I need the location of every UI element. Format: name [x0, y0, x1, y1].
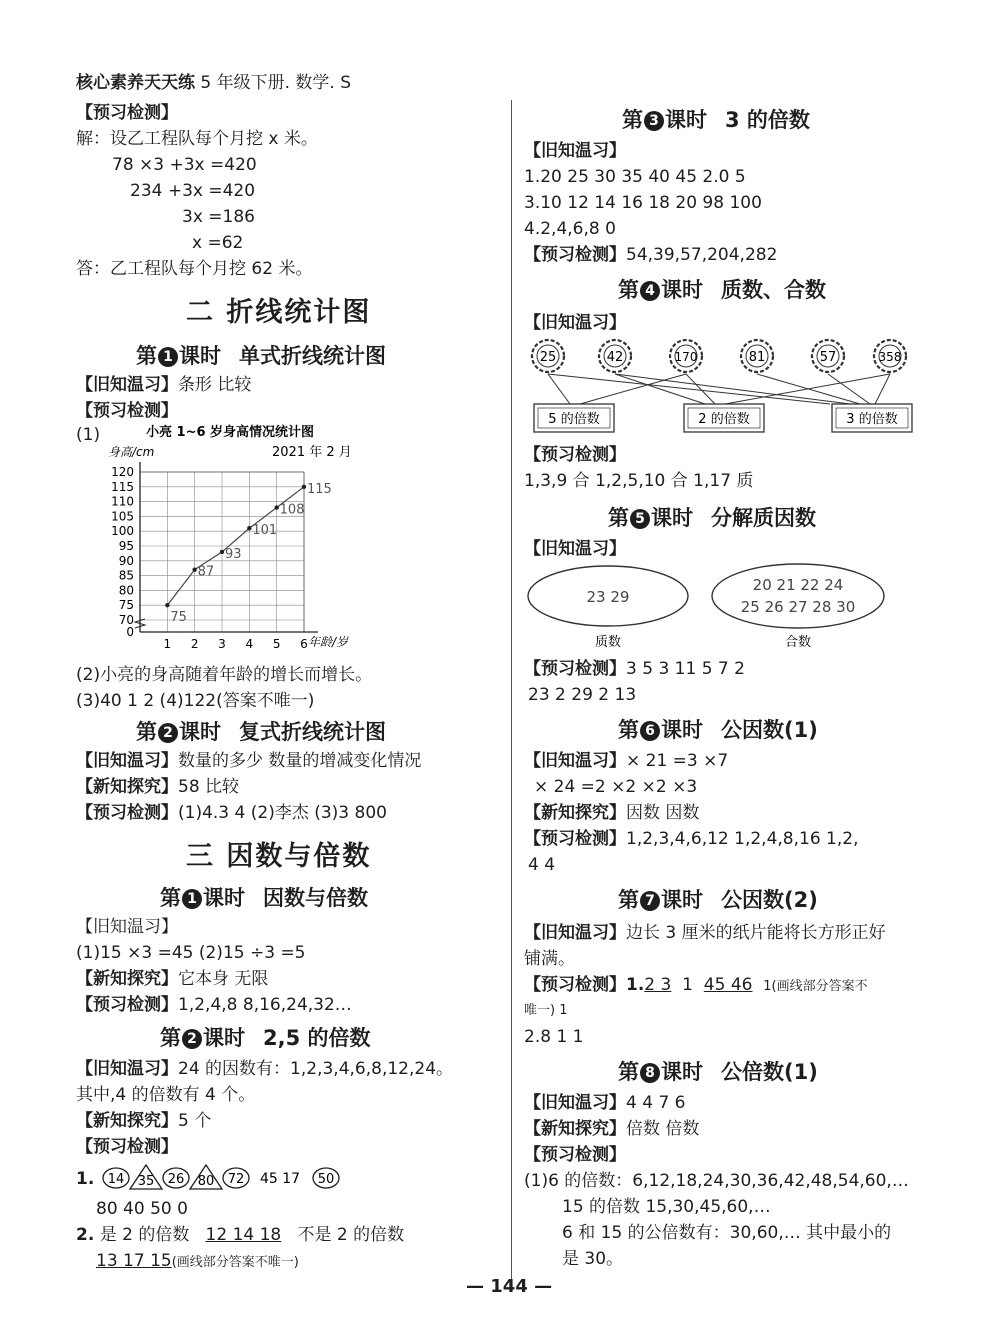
book-header [76, 72, 351, 94]
svg-text:72: 72 [227, 1172, 244, 1187]
lesson-title: 第 7 课时 公因数(2) [618, 888, 818, 912]
answer-line: 13 17 15(画线部分答案不唯一) [96, 1251, 299, 1271]
new-knowledge-line: 【新知探究】倍数 倍数 [524, 1119, 700, 1139]
data-point [220, 550, 224, 554]
lesson-number: 2 [158, 723, 178, 743]
answer-line: (3)40 1 2 (4)122(答案不唯一) [76, 691, 315, 711]
section-tag: 【预习检测】 [76, 1137, 178, 1157]
circled-number [163, 1168, 189, 1188]
lesson-number: 1 [182, 889, 202, 909]
review-line: 【旧知温习】24 的因数有：1,2,3,4,6,8,12,24。 [76, 1059, 454, 1079]
svg-text:57: 57 [819, 350, 837, 365]
data-label: 115 [307, 481, 332, 497]
composite-set: 20 21 22 24 [752, 576, 844, 594]
y-tick-label: 75 [118, 598, 134, 613]
prime-label: 质数 [594, 635, 622, 650]
preview-line: 1,3,9 合 1,2,5,10 合 1,17 质 [524, 471, 754, 491]
preview-line: 4 4 [528, 855, 556, 875]
answer-line: 80 40 50 0 [96, 1199, 188, 1219]
x-tick-label: 2 [190, 637, 199, 651]
lesson-number: 5 [630, 509, 650, 529]
prime-set: 23 29 [586, 588, 630, 606]
preview-line: 是 30。 [562, 1249, 624, 1269]
lesson-number: 7 [640, 891, 660, 911]
x-tick-label: 4 [245, 637, 254, 651]
x-tick-label: 6 [300, 637, 308, 651]
axis-break [135, 619, 145, 628]
y-tick-label: 70 [118, 613, 134, 627]
preview-line: 【预习检测】1.2 3 1 45 46 1(画线部分答案不 [524, 975, 868, 995]
flower-icon [741, 340, 773, 372]
category-box [534, 404, 614, 432]
review-line: 铺满。 [524, 949, 575, 969]
svg-text:5 的倍数: 5 的倍数 [548, 412, 600, 427]
new-knowledge-line: 【新知探究】58 比较 [76, 777, 240, 797]
review-line: × 24 =2 ×2 ×2 ×3 [534, 777, 698, 797]
solution-line: x =62 [192, 233, 244, 253]
preview-line: 【预习检测】3 5 3 11 5 7 2 [524, 659, 745, 679]
category-box [684, 404, 764, 432]
preview-line: 2.8 1 1 [524, 1027, 584, 1047]
svg-text:2 的倍数: 2 的倍数 [698, 412, 750, 427]
review-line: 1.20 25 30 35 40 45 2.0 5 [524, 167, 746, 187]
data-label: 75 [170, 610, 187, 626]
composite-set-ellipse [712, 564, 884, 628]
y-tick-label: 105 [111, 509, 134, 524]
svg-text:358: 358 [878, 350, 902, 364]
new-knowledge-line: 【新知探究】因数 因数 [524, 803, 700, 823]
chart-title: 小亮 1~6 岁身高情况统计图 [146, 425, 315, 440]
data-label: 108 [279, 502, 305, 518]
flower-icon [874, 340, 906, 372]
preview-line: 【预习检测】54,39,57,204,282 [524, 245, 778, 265]
lesson-title: 第 2 课时 2,5 的倍数 [160, 1026, 371, 1050]
y-tick-label: 85 [118, 568, 134, 583]
flower-icon [532, 340, 564, 372]
section-tag: 【预习检测】 [524, 1145, 626, 1165]
preview-line: 唯一) 1 [524, 1003, 568, 1018]
section-tag: 【预习检测】 [524, 445, 626, 465]
marked-numbers-row: 1. 14 35 26 80 72 45 17 50 [76, 1164, 350, 1192]
lesson-title: 第 5 课时 分解质因数 [608, 506, 816, 530]
solution-line: 234 +3x =420 [130, 181, 256, 201]
flower-icon [670, 340, 702, 372]
svg-text:35: 35 [137, 1174, 154, 1189]
new-knowledge-line: 【新知探究】5 个 [76, 1111, 212, 1131]
section-tag: 【旧知温习】 [524, 141, 626, 161]
svg-text:170: 170 [674, 350, 698, 364]
x-tick-label: 5 [272, 637, 281, 651]
y-tick-label: 95 [118, 539, 134, 553]
lesson-title: 第 2 课时 复式折线统计图 [136, 720, 386, 744]
lesson-number: 3 [644, 111, 664, 131]
lesson-number: 6 [640, 721, 660, 741]
preview-line: 15 的倍数 15,30,45,60,… [562, 1197, 771, 1217]
x-axis-label: 年龄/岁 [308, 635, 349, 649]
y-tick-label: 110 [111, 494, 134, 509]
section-tag: 【旧知温习】 [524, 539, 626, 559]
lesson-title: 第 4 课时 质数、合数 [618, 278, 826, 302]
circled-number [313, 1168, 339, 1188]
lesson-number: 1 [158, 347, 178, 367]
preview-line: (1)6 的倍数：6,12,18,24,30,36,42,48,54,60,… [524, 1171, 909, 1191]
x-tick-label: 3 [218, 637, 226, 651]
svg-text:3 的倍数: 3 的倍数 [846, 412, 898, 427]
grade-info: 5 年级下册. 数学. S [200, 73, 352, 93]
preview-line: 6 和 15 的公倍数有：30,60,… 其中最小的 [562, 1223, 892, 1243]
marked-numbers [100, 1164, 350, 1192]
data-point [302, 485, 306, 489]
review-line: 【旧知温习】× 21 =3 ×7 [524, 751, 729, 771]
lesson-number: 2 [182, 1029, 202, 1049]
chart-date: 2021 年 2 月 [272, 445, 352, 460]
review-line: 4.2,4,6,8 0 [524, 219, 616, 239]
matching-diagram [520, 334, 920, 444]
data-label: 101 [252, 523, 278, 539]
solution-line: 3x =186 [182, 207, 255, 227]
section-tag: 【预习检测】 [76, 103, 178, 123]
svg-text:14: 14 [107, 1172, 124, 1187]
svg-text:81: 81 [748, 350, 766, 365]
y-tick-label: 0 [126, 625, 134, 639]
set-diagram [524, 560, 904, 656]
data-label: 93 [225, 546, 242, 562]
answer-line: (2)小亮的身高随着年龄的增长而增长。 [76, 665, 373, 685]
new-knowledge-line: 【新知探究】它本身 无限 [76, 969, 269, 989]
review-line: 【旧知温习】边长 3 厘米的纸片能将长方形正好 [524, 923, 886, 943]
page-number: — 144 — [466, 1276, 553, 1297]
review-tag-line: 【旧知温习】 [76, 917, 178, 937]
answer-line: 2. 是 2 的倍数 12 14 18 不是 2 的倍数 [76, 1225, 405, 1245]
circled-number [103, 1168, 129, 1188]
unit-title: 三 因数与倍数 [186, 841, 372, 872]
y-axis-label: 身高/cm [108, 445, 155, 459]
plain-numbers: 45 17 [259, 1171, 300, 1187]
review-line: (1)15 ×3 =45 (2)15 ÷3 =5 [76, 943, 306, 963]
solution-answer: 答：乙工程队每个月挖 62 米。 [76, 259, 313, 279]
composite-label: 合数 [784, 635, 812, 650]
section-tag: 【预习检测】 [76, 401, 178, 421]
lesson-number: 8 [640, 1063, 660, 1083]
flower-icon [812, 340, 844, 372]
review-line: 【旧知温习】4 4 7 6 [524, 1093, 686, 1113]
preview-line: 【预习检测】(1)4.3 4 (2)李杰 (3)3 800 [76, 803, 387, 823]
svg-text:25: 25 [539, 350, 557, 365]
preview-line: 【预习检测】1,2,3,4,6,12 1,2,4,8,16 1,2, [524, 829, 859, 849]
y-tick-label: 100 [111, 524, 134, 539]
review-line: 【旧知温习】条形 比较 [76, 375, 252, 395]
svg-text:26: 26 [167, 1172, 184, 1187]
unit-title: 二 折线统计图 [186, 297, 372, 328]
svg-text:42: 42 [606, 350, 624, 365]
section-tag: 【旧知温习】 [524, 313, 626, 333]
solution-line: 78 ×3 +3x =420 [112, 155, 257, 175]
composite-set: 25 26 27 28 30 [740, 598, 856, 616]
lesson-number: 4 [640, 281, 660, 301]
review-line: 【旧知温习】数量的多少 数量的增减变化情况 [76, 751, 422, 771]
series-name: 核心素养天天练 [76, 73, 195, 93]
preview-line: 【预习检测】1,2,4,8 8,16,24,32… [76, 995, 352, 1015]
lesson-title: 第 6 课时 公因数(1) [618, 718, 818, 742]
y-tick-label: 80 [118, 583, 134, 598]
solution-line: 解：设乙工程队每个月挖 x 米。 [76, 129, 318, 149]
data-point [192, 567, 196, 571]
data-point [274, 505, 278, 509]
y-tick-label: 120 [111, 465, 134, 479]
lesson-title: 第 3 课时 3 的倍数 [622, 108, 810, 132]
triangled-number [190, 1165, 222, 1189]
data-point [247, 526, 251, 530]
line-chart [100, 420, 400, 660]
lesson-title: 第 1 课时 因数与倍数 [160, 886, 368, 910]
review-line: 其中,4 的倍数有 4 个。 [76, 1085, 256, 1105]
question-label: (1) [76, 425, 101, 445]
category-box [832, 404, 912, 432]
lesson-title: 第 8 课时 公倍数(1) [618, 1060, 818, 1084]
triangled-number [130, 1165, 162, 1189]
data-point [165, 603, 169, 607]
y-tick-label: 115 [111, 479, 134, 494]
review-line: 3.10 12 14 16 18 20 98 100 [524, 193, 762, 213]
svg-text:80: 80 [197, 1174, 214, 1189]
svg-text:50: 50 [317, 1172, 334, 1187]
data-label: 87 [197, 564, 215, 580]
column-divider [511, 100, 512, 1280]
lesson-title: 第 1 课时 单式折线统计图 [136, 344, 386, 368]
y-tick-label: 90 [118, 553, 134, 568]
flower-icon [599, 340, 631, 372]
preview-line: 23 2 29 2 13 [528, 685, 637, 705]
x-tick-label: 1 [163, 637, 172, 651]
circled-number [223, 1168, 249, 1188]
